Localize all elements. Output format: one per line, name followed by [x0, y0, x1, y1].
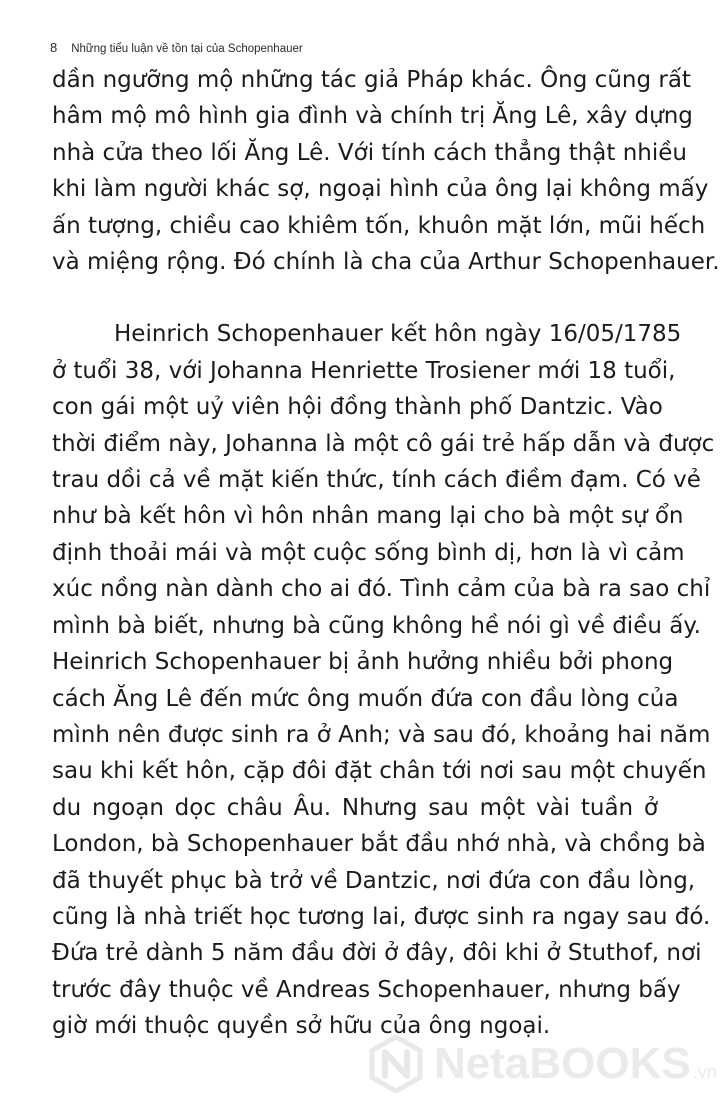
running-header: [50, 40, 303, 55]
text-line: cách Ăng Lê đến mức ông muốn đứa con đầu lòng của: [52, 685, 679, 712]
text-line: định thoải mái và một cuộc sống bình dị, hơn là vì cảm: [52, 539, 685, 566]
text-line: du ngoạn dọc châu Âu. Nhưng sau một vài tuần ở: [52, 794, 658, 821]
text-line: và miệng rộng. Đó chính là cha của Arthur Schopenhauer.: [52, 249, 720, 276]
watermark-suffix: .vn: [692, 1062, 717, 1082]
body-text: [52, 62, 720, 1045]
text-line: như bà kết hôn vì hôn nhân mang lại cho bà một sự ổn: [52, 503, 684, 530]
text-line: ở tuổi 38, với Johanna Henriette Trosiener mới 18 tuổi,: [52, 357, 676, 384]
text-line: dần ngưỡng mộ những tác giả Pháp khác. Ông cũng rất: [52, 67, 691, 93]
text-line: mình nên được sinh ra ở Anh; và sau đó, khoảng hai năm: [52, 721, 711, 748]
watermark-brand-name: NetaBOOKS: [434, 1039, 691, 1088]
text-line: Đứa trẻ dành 5 năm đầu đời ở đây, đôi khi ở Stuthof, nơi: [52, 940, 702, 967]
text-line: London, bà Schopenhauer bắt đầu nhớ nhà, và chồng bà: [52, 831, 706, 858]
text-line: hâm mộ mô hình gia đình và chính trị Ăng Lê, xây dựng: [52, 103, 693, 130]
text-line: nhà cửa theo lối Ăng Lê. Với tính cách thẳng thật nhiều: [52, 139, 688, 166]
text-line: khi làm người khác sợ, ngoại hình của ông lại không mấy: [52, 176, 709, 203]
text-line: sau khi kết hôn, cặp đôi đặt chân tới nơi sau một chuyến: [52, 758, 707, 785]
paragraph-2: [52, 316, 715, 1044]
netabooks-logo-icon: [366, 1034, 426, 1094]
text-line: Heinrich Schopenhauer kết hôn ngày 16/05/1785: [114, 321, 682, 348]
text-line: giờ mới thuộc quyền sở hữu của ông ngoại.: [52, 1013, 551, 1040]
watermark-brand: [434, 1039, 717, 1089]
text-line: xúc nồng nàn dành cho ai đó. Tình cảm của bà ra sao chỉ: [52, 576, 711, 603]
page-number: 8: [50, 40, 58, 55]
text-line: Heinrich Schopenhauer bị ảnh hưởng nhiều bởi phong: [52, 649, 674, 676]
text-line: trước đây thuộc về Andreas Schopenhauer, nhưng bấy: [52, 976, 681, 1003]
text-line: trau dồi cả về mặt kiến thức, tính cách điềm đạm. Có vẻ: [52, 467, 701, 494]
text-line: con gái một uỷ viên hội đồng thành phố Dantzic. Vào: [52, 394, 663, 421]
netabooks-watermark: [366, 1024, 717, 1104]
text-line: đã thuyết phục bà trở về Dantzic, nơi đứa con đầu lòng,: [52, 867, 696, 894]
running-title: Những tiểu luận về tồn tại của Schopenhauer: [71, 43, 303, 55]
text-line: thời điểm này, Johanna là một cô gái trẻ hấp dẫn và được: [52, 430, 715, 457]
text-line: cũng là nhà triết học tương lai, được sinh ra ngay sau đó.: [52, 903, 711, 930]
text-line: ấn tượng, chiều cao khiêm tốn, khuôn mặt lớn, mũi hếch: [52, 212, 706, 239]
text-line: mình bà biết, nhưng bà cũng không hề nói gì về điều ấy.: [52, 612, 701, 639]
paragraph-1: [52, 62, 720, 280]
